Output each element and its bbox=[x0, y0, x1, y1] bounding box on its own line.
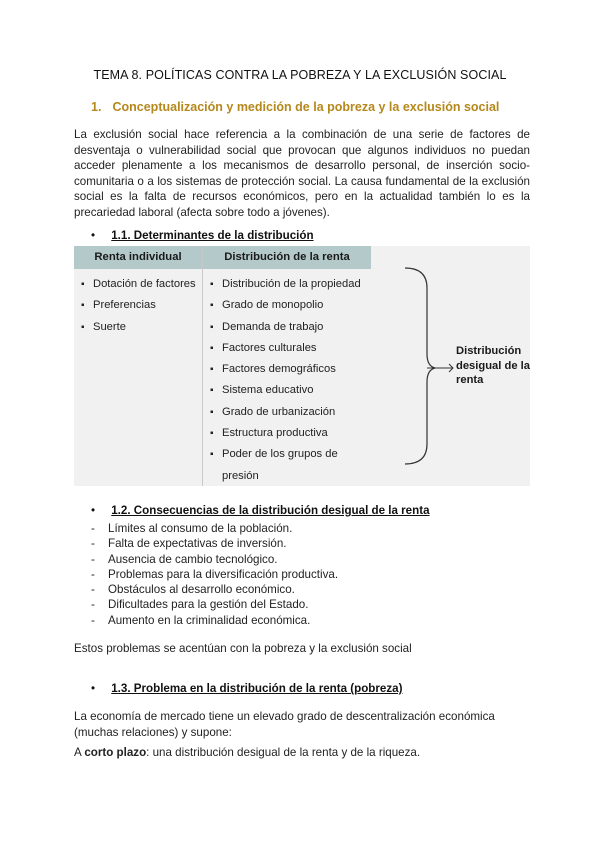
section-1-heading-text: Conceptualización y medición de la pobreza y la exclusión social bbox=[112, 100, 500, 114]
short-term-line bbox=[74, 745, 530, 761]
section-1-heading bbox=[91, 100, 499, 114]
consequences-closing: Estos problemas se acentúan con la pobreza y la exclusión social bbox=[74, 642, 412, 655]
bullet-icon: • bbox=[91, 504, 96, 517]
short-term-prefix: A bbox=[74, 746, 85, 759]
list-item: - Aumento en la criminalidad económica. bbox=[91, 613, 338, 628]
list-item: ▪ Grado de urbanización bbox=[207, 402, 372, 423]
subsection-1-3-heading-text: 1.3. Problema en la distribución de la renta (pobreza) bbox=[111, 682, 403, 695]
list-item: ▪ Demanda de trabajo bbox=[207, 317, 372, 338]
curly-brace-arrow-icon bbox=[405, 266, 457, 466]
list-item: ▪ Poder de los grupos de presión bbox=[207, 444, 372, 487]
subsection-1-3-paragraph: La economía de mercado tiene un elevado grado de descentralización económica (muchas relaciones) y supone: bbox=[74, 710, 495, 739]
list-item: ▪ Preferencias bbox=[78, 295, 196, 316]
table-header-income-distribution-label: Distribución de la renta bbox=[224, 251, 350, 263]
individual-income-list bbox=[78, 274, 196, 338]
table-column-divider bbox=[202, 246, 203, 486]
list-item: - Falta de expectativas de inversión. bbox=[91, 536, 338, 551]
consequences-list bbox=[91, 521, 338, 628]
list-item: ▪ Factores culturales bbox=[207, 338, 372, 359]
short-term-label: corto plazo bbox=[84, 746, 147, 759]
list-item: - Ausencia de cambio tecnológico. bbox=[91, 552, 338, 567]
list-item: - Problemas para la diversificación productiva. bbox=[91, 567, 338, 582]
bullet-icon: • bbox=[91, 682, 96, 695]
list-item: ▪ Sistema educativo bbox=[207, 380, 372, 401]
short-term-text: : una distribución desigual de la renta y de la riqueza. bbox=[146, 746, 421, 759]
list-item: - Límites al consumo de la población. bbox=[91, 521, 338, 536]
table-header-individual-income bbox=[74, 246, 202, 269]
list-item: ▪ Suerte bbox=[78, 317, 196, 338]
bullet-icon: • bbox=[91, 229, 96, 242]
list-item: ▪ Grado de monopolio bbox=[207, 295, 372, 316]
subsection-1-1-heading bbox=[91, 229, 314, 242]
list-item: - Dificultades para la gestión del Estado. bbox=[91, 597, 338, 612]
section-1-paragraph: La exclusión social hace referencia a la combinación de una serie de factores de desventaja o vulnerabilidad social que provocan que algunos individuos no puedan acceder plenamente a los mecanismos de desarrollo personal, de inserción socio-comunitaria o a los sistemas de protección social. La causa fundamental de la exclusión social es la falta de recursos económicos, pero en la actualidad también lo es la precariedad laboral (afecta sobre todo a jóvenes). bbox=[74, 128, 530, 219]
subsection-1-3-heading bbox=[91, 682, 402, 695]
list-item: ▪ Distribución de la propiedad bbox=[207, 274, 372, 295]
list-item: ▪ Factores demográficos bbox=[207, 359, 372, 380]
subsection-1-2-heading-text: 1.2. Consecuencias de la distribución desigual de la renta bbox=[111, 504, 430, 517]
table-header-individual-income-label: Renta individual bbox=[94, 251, 182, 263]
list-item: ▪ Estructura productiva bbox=[207, 423, 372, 444]
list-item: ▪ Dotación de factores bbox=[78, 274, 196, 295]
unequal-distribution-label: Distribución desigual de la renta bbox=[456, 345, 530, 386]
income-distribution-list bbox=[207, 274, 372, 487]
section-1-number: 1. bbox=[91, 100, 102, 114]
subsection-1-2-heading bbox=[91, 504, 430, 517]
list-item: - Obstáculos al desarrollo económico. bbox=[91, 582, 338, 597]
table-header-income-distribution bbox=[203, 246, 371, 269]
document-title: TEMA 8. POLÍTICAS CONTRA LA POBREZA Y LA EXCLUSIÓN SOCIAL bbox=[93, 68, 507, 82]
subsection-1-1-heading-text: 1.1. Determinantes de la distribución bbox=[111, 229, 314, 242]
